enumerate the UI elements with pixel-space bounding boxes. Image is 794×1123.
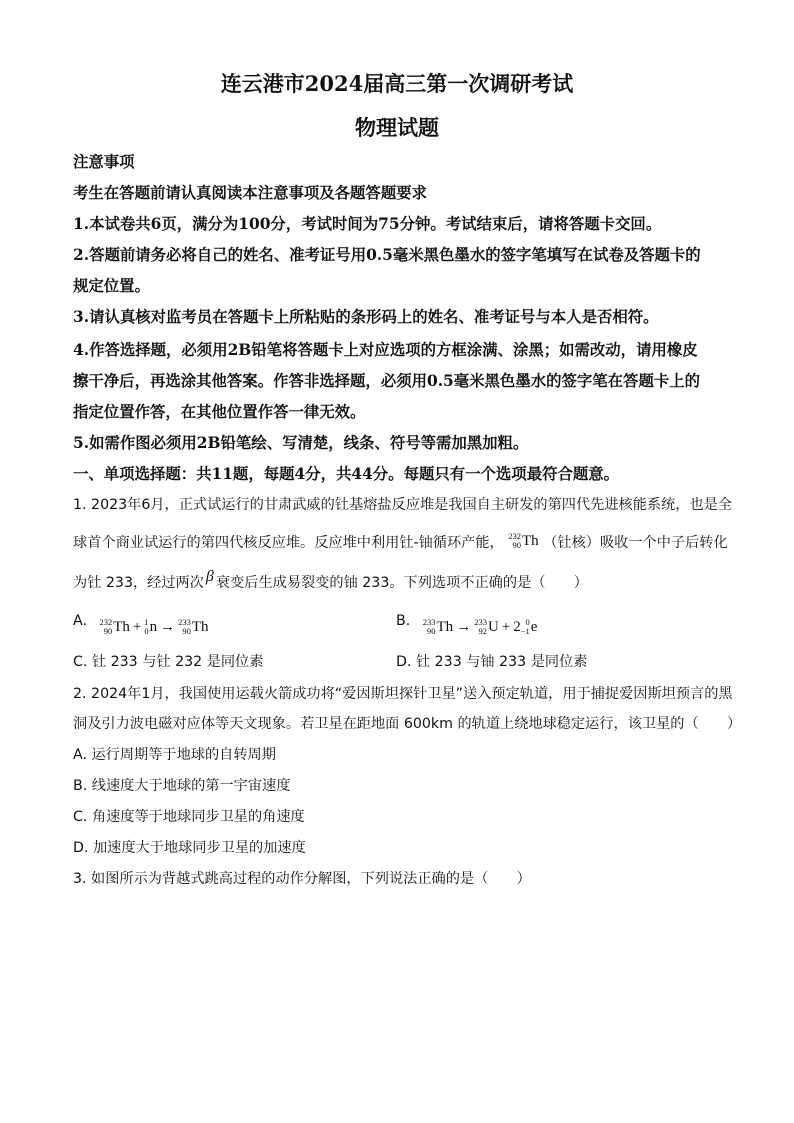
plus-sign: + [501,618,511,635]
mass-number: 232 [508,531,522,541]
notice-line: 2.答题前请务必将自己的姓名、准考证号用0.5毫米黑色墨水的签字笔填写在试卷及答题卡的 [73,246,701,264]
option-label: A. [73,613,87,629]
q2-option-b: B. 线速度大于地球的第一宇宙速度 [73,778,291,794]
coefficient: 2 [513,618,521,635]
mass-number: 233 [178,617,191,627]
charge-number: 90 [103,626,113,636]
q1-stem-line [73,568,733,592]
element-symbol: Th [522,532,539,549]
mass-number: 233 [422,617,436,627]
q1-option-b [396,613,537,636]
q1-stem-line: 1. 2023年6月，正式试运行的甘肃武威的钍基熔盐反应堆是我国自主研发的第四代先进核能系统，也是全 [73,497,733,513]
mass-number: 233 [474,617,487,627]
notice-line: 指定位置作答，在其他位置作答一律无效。 [73,403,366,421]
q1-stem-text: 球首个商业试运行的第四代核反应堆。反应堆中利用钍-铀循环产能， [73,535,504,551]
nuclide-numbers [508,532,521,550]
charge-number: 0 [144,626,149,636]
nuclide-numbers [144,618,148,636]
option-label: B. [396,613,411,629]
arrow-symbol: → [160,618,176,635]
nuclide-numbers [178,618,191,636]
plus-sign: + [132,618,142,635]
notice-line: 考生在答题前请认真阅读本注意事项及各题答题要求 [73,184,427,202]
notice-line: 擦干净后，再选涂其他答案。作答非选择题，必须用0.5毫米黑色墨水的签字笔在答题卡上的 [73,372,701,390]
arrow-symbol: → [456,618,472,635]
element-symbol: Th [113,618,130,635]
q1-option-c: C. 钍 233 与钍 232 是同位素 [73,654,264,670]
mass-number: 232 [99,617,113,627]
notice-line: 4.作答选择题，必须用2B铅笔将答题卡上对应选项的方框涂满、涂黑；如需改动，请用橡皮 [73,341,698,359]
mass-number: 0 [525,617,530,627]
subject-title: 物理试题 [355,115,439,140]
notice-line: 规定位置。 [73,277,150,295]
notice-line: 1.本试卷共6页，满分为100分，考试时间为75分钟。考试结束后，请将答题卡交回。 [73,215,662,233]
element-symbol: e [530,618,538,635]
equation-a [99,618,208,636]
nuclide-numbers [423,618,436,636]
beta-symbol: β [205,568,214,585]
q2-option-d: D. 加速度大于地球同步卫星的加速度 [73,840,306,856]
notice-heading: 注意事项 [73,153,135,171]
notice-line: 5.如需作图必须用2B铅笔绘、写清楚，线条、符号等需加黑加粗。 [73,434,529,452]
q2-stem-line: 洞及引力波电磁对应体等天文现象。若卫星在距地面 600km 的轨道上绕地球稳定运行，该卫星的（ ） [73,716,742,732]
q3-stem-line: 3. 如图所示为背越式跳高过程的动作分解图，下列说法正确的是（ ） [73,871,531,887]
equation-b [423,618,538,636]
q1-stem-text: 为钍 233，经过两次 [73,575,204,591]
section-heading: 一、单项选择题：共11题，每题4分，共44分。每题只有一个选项最符合题意。 [73,465,620,483]
element-symbol: Th [191,618,209,635]
q2-option-c: C. 角速度等于地球同步卫星的角速度 [73,809,305,825]
element-symbol: Th [436,618,454,635]
q2-option-a: A. 运行周期等于地球的自转周期 [73,747,276,763]
mass-number: 1 [144,617,149,627]
q1-stem-line [73,532,733,558]
exam-title: 连云港市2024届高三第一次调研考试 [220,71,574,96]
charge-number: 92 [478,626,487,636]
nuclide-numbers [99,618,112,636]
charge-number: 90 [182,626,191,636]
element-symbol: n [149,618,158,635]
q1-stem-text: （钍核）吸收一个中子后转化 [543,535,728,551]
q2-stem-line: 2. 2024年1月，我国使用运载火箭成功将“爱因斯坦探针卫星”送入预定轨道，用于捕捉爱因斯坦预言的黑 [73,686,733,702]
thorium-232-nuclide [508,532,538,550]
charge-number: 90 [427,626,436,636]
q1-option-a [73,613,209,636]
q1-option-d: D. 钍 233 与铀 233 是同位素 [396,654,588,670]
q1-stem-text: 衰变后生成易裂变的铀 233。下列选项不正确的是（ ） [215,575,588,591]
nuclide-numbers [474,618,487,636]
element-symbol: U [487,618,499,635]
charge-number: 90 [512,540,522,550]
notice-line: 3.请认真核对监考员在答题卡上所粘贴的条形码上的姓名、准考证号与本人是否相符。 [73,308,659,326]
charge-number: −1 [520,626,530,636]
nuclide-numbers [521,618,530,636]
